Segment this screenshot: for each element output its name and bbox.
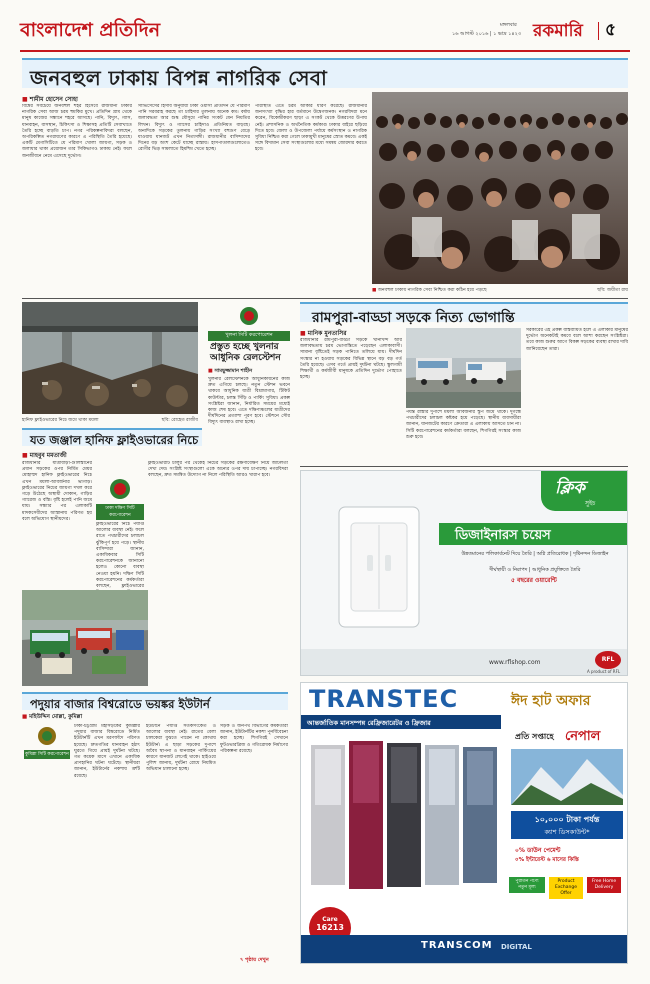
poddar-continued: ৭ পৃষ্ঠায় দেখুন — [240, 957, 269, 963]
rampura-byline-name: মানিক মুনতাসির — [307, 330, 347, 337]
poddar-column-1b — [22, 816, 140, 962]
transcom-footer-sub: DIGITAL — [501, 943, 532, 951]
masthead-day: মঙ্গলবার — [500, 22, 517, 28]
masthead-rule — [20, 50, 630, 52]
switch-render — [329, 503, 429, 633]
hanif-byline-name: মাহবুব মমতাজী — [29, 452, 67, 459]
rampura-column-1: রাজধানীর রামপুরা-বাড্ডা সড়কে খানাখন্দ আর জলাবদ্ধতায় চরম ভোগান্তিতে পড়েছেন এলাকাবাসী। সামান্য বৃষ্টিতেই সড়ক পানিতে তলিয়ে যায়। দীর্ঘদিন সংস্কার না হওয়ায় সড়কের বিভিন্ন স্থানে বড় বড় গর্ত তৈরি হয়েছে। এসব গর্তে প্রায়ই দুর্ঘটনা ঘটছে। স্কুলগামী শিক্ষার্থী ও কর্মজীবী মানুষকে প্রতিদিন দুর্ভোগ পোহাতে হচ্ছে। — [300, 338, 402, 381]
poddar-headline: পদুয়ার বাজার বিশ্বরোডে ভয়ঙ্কর ইউটার্ন — [30, 697, 210, 711]
comilla-emblem-icon — [35, 726, 59, 746]
old-for-new-badge: পুরাতন পণ্যে নতুন মূল্য — [509, 877, 545, 893]
click-tagline: সুইচ — [585, 500, 596, 507]
transcom-footer-brand: TRANSCOM — [421, 940, 493, 951]
click-brand: ক্লিক — [555, 478, 586, 498]
comilla-logo — [24, 726, 70, 764]
poddar-column-1: ঢাকা-চট্টগ্রাম মহাসড়কের কুমিল্লার পদুয়ার বাজার বিশ্বরোডে নির্মিত ইউটার্নটি এখন মরণফাঁদে পরিণত হয়েছে। দ্রুতগতির যানবাহন হঠাৎ ঘুরতে গিয়ে প্রায়ই দুর্ঘটনা ঘটছে। গত কয়েক মাসে এখানে একাধিক প্রাণহানির ঘটনা ঘটেছে। স্থানীয়রা জানান, ইউটার্নের নকশায় ত্রুটি রয়েছে। — [74, 724, 140, 779]
lead-crowd-photo — [372, 92, 628, 284]
cashback-amount: ১০,০০০ টাকা পর্যন্ত — [534, 815, 600, 824]
lead-headline-bar — [22, 58, 628, 88]
section-title: রকমারি — [533, 21, 583, 41]
hanif-photo-credit: ছবি: রোহেত রাজীব — [161, 418, 198, 423]
lead-headline: জনবহুল ঢাকায় বিপন্ন নাগরিক সেবা — [30, 66, 328, 90]
transtec-subtitle-bar — [301, 715, 501, 729]
hanif-column-3b — [148, 545, 288, 686]
lead-photo-credit: ছবি: জয়ীতা রায় — [597, 288, 628, 293]
khulna-byline: ■ সামছুজ্জামান শাহীন — [208, 368, 253, 374]
hanif-headline-bar — [22, 428, 202, 446]
poddar-byline-name: মহিউদ্দিন মোল্লা, কুমিল্লা — [29, 714, 83, 720]
masthead — [0, 0, 650, 52]
transtec-subtitle: আন্তর্জাতিক মানসম্পন্ন রেফ্রিজারেটর ও ফ্রিজার — [307, 719, 431, 727]
rfl-logo — [595, 651, 621, 669]
khulna-logo-label: খুলনা সিটি করপোরেশন — [208, 331, 290, 341]
click-footer — [301, 649, 628, 676]
dscc-logo — [96, 478, 144, 518]
emi-line-2: ০% ইন্টারেস্ট ৬ মাসের কিস্তি — [515, 857, 579, 863]
poddar-headline-bar — [22, 692, 288, 710]
click-title: ডিজাইনারস চয়েস — [455, 528, 551, 543]
hanif-photo-caption-text: হানিফ ফ্লাইওভারের নিচে জমে থাকা ময়লা — [22, 418, 99, 423]
click-switch-ad[interactable] — [300, 470, 628, 676]
click-line-2: দীর্ঘস্থায়ী ও নিরাপদ | আধুনিক প্রযুক্তিতে তৈরি — [489, 567, 581, 573]
newspaper-name: বাংলাদেশ প্রতিদিন — [20, 19, 161, 41]
click-website[interactable]: www.rflshop.com — [489, 659, 541, 666]
nepal-label: নেপাল — [565, 729, 601, 744]
lead-photo-caption: ■ জনবহুল ঢাকায় নাগরিক সেবা নিশ্চিত করা কঠিন হয়ে পড়ছে ছবি: জয়ীতা রায় — [372, 288, 628, 293]
hanif-column-1: রাজধানীর যাত্রাবাড়ী-গুলিস্তানের প্রধান সড়কের ওপর নির্মিত মেয়র মোহাম্মদ হানিফ ফ্লাইওভারের নিচে এখন ময়লা-আবর্জনার ভাগাড়। ফ্লাইওভারের নিচের জায়গা দখল করে গড়ে উঠেছে অস্থায়ী দোকান, গাড়ির গ্যারেজ ও বস্তি। বৃষ্টি হলেই পানি জমে যায়। সন্ধ্যার পর এলাকাটি মাদকসেবীদের আস্তানায় পরিণত হয় বলে অভিযোগ স্থানীয়দের। — [22, 461, 92, 522]
section-divider — [598, 22, 599, 40]
khulna-emblem-icon — [237, 306, 261, 326]
cashback-label: ক্যাশ ডিসকাউন্ট* — [544, 828, 590, 836]
eid-offer-panel — [505, 687, 625, 925]
poddar-column-2: ইউটার্নে পর্যাপ্ত সতর্কসংকেত ও আলোর ব্যবস্থা নেই। রাতের বেলা চালকেরা বুঝতে পারেন না কোথায় ইউটার্ন। এ ছাড়া সড়কের দুপাশে অবৈধ স্থাপনা ও যানবাহন পার্কিংয়ের কারণে যানজট লেগেই থাকে। হাইওয়ে পুলিশ জানায়, দুর্ঘটনা রোধে নিয়মিত অভিযান চালানো হচ্ছে। — [146, 724, 216, 773]
lead-photo-caption-text: জনবহুল ঢাকায় নাগরিক সেবা নিশ্চিত করা কঠিন হয়ে পড়ছে — [377, 288, 487, 293]
lead-column-2: সার্ভিসেসের হিসাব অনুযায়ী ঢাকা ওয়াসা প্রতিদিন যে পরিমাণ পানি সরবরাহ করছে তা চাহিদার তুলনায় অনেক কম। বর্ষায় জলাবদ্ধতা আর শুষ্ক মৌসুমে পানির সংকট যেন নিয়তির লিখন। বিদ্যুৎ ও গ্যাসের চাহিদাও প্রতিনিয়ত বাড়ছে। অন্যদিকে সড়কের তুলনায় গাড়ির সংখ্যা বহুগুণ বেড়ে যাওয়ায় যানজট এখন নিত্যসঙ্গী। রাজধানীর বাসিন্দাদের দিনের বড় অংশ কেটে যাচ্ছে রাস্তায়। হাসপাতালগুলোতেও রোগীর ভিড় সামলাতে হিমশিম খেতে হচ্ছে। — [138, 104, 250, 153]
fridge-display — [307, 735, 501, 915]
rampura-headline-bar — [300, 302, 628, 326]
lead-bottom-rule — [22, 298, 628, 299]
traffic-jam-illustration — [22, 590, 148, 686]
khulna-logo — [208, 306, 290, 340]
rfl-logo-text: RFL — [601, 656, 615, 663]
transcom-digital-footer — [301, 935, 628, 964]
mountain-landscape-icon — [511, 749, 623, 805]
lead-column-3: পরিস্থিতি এতে চরম আকার ধারণ করেছে। রাজধানীর জনসংখ্যা বৃদ্ধির হার বর্তমানে উদ্বেগজনক। নগরবিদরা মনে করেন, বিকেন্দ্রীকরণ ছাড়া এ সংকট থেকে উত্তরণের উপায় নেই। প্রশাসনিক ও অর্থনৈতিক কর্মকাণ্ড ঢাকার বাইরে ছড়িয়ে দিতে হবে। জেলা ও উপজেলা পর্যায়ে কর্মসংস্থান ও নাগরিক সুবিধা নিশ্চিত করা গেলে ঢাকামুখী মানুষের স্রোত কমবে। একই সঙ্গে বিদ্যমান সেবা সংস্থাগুলোর মধ্যে সমন্বয় জোরদার করতে হবে। — [255, 104, 367, 153]
transtec-brand: TRANSTEC — [309, 685, 459, 713]
byline-bullet: ■ — [22, 96, 30, 103]
emi-line-1: ০% ডাউন পেমেন্ট — [515, 847, 561, 854]
lead-column-1: বিশ্বের সবচেয়ে জনবহুল শহর হিসেবে রাজধানী ঢাকার নাগরিক সেবা আজ চরম হুমকির মুখে। প্রতিদিন গ্রাম থেকে মানুষ কাজের সন্ধানে শহরে আসছে। পানি, বিদ্যুৎ, গ্যাস, যানবাহন, বাসস্থান, চিকিৎসা ও শিক্ষাসহ প্রতিটি সেবাখাতে তৈরি হচ্ছে বাড়তি চাপ। নগর পরিকল্পনাবিদরা বলছেন, অপরিকল্পিত নগরায়ণের কারণে এ পরিস্থিতি তৈরি হয়েছে। একটি মেগাসিটিতে যে পরিমাণ খোলা জায়গা, সড়ক ও জলাধার থাকা প্রয়োজন তার সিকিভাগও ঢাকায় নেই। ফলে জনজীবনে নেমে এসেছে দুর্ভোগ। — [22, 104, 132, 159]
cashback-bar — [511, 811, 623, 839]
rampura-byline: ■ মানিক মুনতাসির — [300, 330, 347, 337]
dscc-logo-label: ঢাকা দক্ষিণ সিটি করপোরেশন — [96, 504, 144, 520]
hanif-flyover-photo — [22, 302, 198, 414]
rampura-bottom-rule — [300, 466, 628, 467]
flyover-garbage-illustration — [22, 302, 198, 414]
rampura-headline: রামপুরা-বাড্ডা সড়কে নিত্য ভোগান্তি — [312, 310, 515, 326]
khulna-text: খুলনার রেলস্টেশনকে আধুনিকায়নের কাজ দ্রুত এগিয়ে চলছে। নতুন স্টেশন ভবনে থাকবে আধুনিক যাত্রী বিশ্রামাগার, টিকিট কাউন্টার, চলন্ত সিঁড়ি ও পার্কিং সুবিধা। প্রকল্প সংশ্লিষ্টরা জানান, নির্ধারিত সময়ের মধ্যেই কাজ শেষ হবে। এতে দক্ষিণাঞ্চলের যাত্রীদের দীর্ঘদিনের প্রত্যাশা পূরণ হবে। স্টেশনে সৌর বিদ্যুৎ ব্যবস্থাও রাখা হচ্ছে। — [208, 377, 290, 426]
switch-plate-icon — [329, 503, 429, 633]
refrigerator-icons — [307, 735, 501, 915]
masthead-date: ১৬ আগস্ট ২০১৬ | ১ ভাদ্র ১৪২৩ — [452, 31, 522, 37]
hanif-byline: ■ মাহবুব মমতাজী — [22, 452, 67, 459]
transtec-ad[interactable] — [300, 682, 628, 964]
khulna-byline-name: সামছুজ্জামান শাহীন — [214, 368, 253, 374]
exchange-badge: Product Exchange Offer — [549, 877, 583, 899]
rampura-column-3: সরকারের এই প্রকল্প বাস্তবায়িত হলে এ এলাকার মানুষের দুর্ভোগ অনেকটাই কমবে বলে আশা করছেন সংশ্লিষ্টরা। তবে কাজ শুরুর আগে বিকল্প সড়কের ব্যবস্থা রাখার দাবি জানিয়েছেন তারা। — [526, 328, 628, 352]
rampura-column-2: পর্যন্ত রাস্তার দুপাশে ময়লা আবর্জনার স্তূপ জমে থাকে। দুর্গন্ধে পথচারীদের চলাচল কষ্টকর হয়ে পড়েছে। স্থানীয় ব্যবসায়ীরা জানান, যানজটের কারণে ক্রেতারা এ এলাকায় আসতে চান না। সিটি করপোরেশনের কর্মকর্তারা বলছেন, শিগগিরই সংস্কার কাজ শুরু হবে। — [406, 410, 521, 440]
hanif-column-3: ফ্লাইওভারটি চালুর পর থেকেই নিচের সড়কের রক্ষণাবেক্ষণ নিয়ে জটিলতা দেখা দেয়। সংশ্লিষ্ট সংস্থাগুলো একে অন্যের ওপর দায় চাপাচ্ছে। নগরবিদরা বলছেন, দ্রুত সমন্বিত উদ্যোগ না নিলে পরিস্থিতি আরও খারাপ হবে। — [148, 461, 288, 479]
poddar-byline: ■ মহিউদ্দিন মোল্লা, কুমিল্লা — [22, 714, 83, 720]
eid-hat-title: ঈদ হাট অফার — [511, 693, 591, 709]
comilla-logo-label: কুমিল্লা সিটি করপোরেশন — [25, 752, 69, 757]
lead-byline-name: শামীম হোসেন সোহা — [29, 96, 78, 103]
click-maker: A product of RFL — [587, 669, 621, 674]
poddar-column-3: সড়ক ও জনপথ বিভাগের কর্মকর্তারা জানান, ইউটার্নটির নকশা পুনর্বিবেচনা করা হচ্ছে। শিগগিরই সেখানে ফুটওভারব্রিজ ও গতিরোধক নির্মাণের পরিকল্পনা রয়েছে। — [220, 724, 288, 754]
care-hotline: 16213 — [316, 923, 344, 932]
click-line-1: উন্নতমানের পলিকার্বনেট দিয়ে তৈরি | অগ্নি প্রতিরোধক | দৃষ্টিনন্দন ডিজাইন — [461, 551, 609, 557]
lead-column-3b — [22, 225, 132, 291]
hanif-headline: যত জঞ্জাল হানিফ ফ্লাইওভারের নিচে — [30, 433, 199, 447]
click-warranty: ৫ বছরের ওয়ারেন্টি — [511, 577, 557, 584]
click-brand-block — [541, 471, 628, 511]
care-label: Care — [322, 916, 338, 923]
weekly-label: প্রতি সপ্তাহে — [515, 732, 554, 741]
delivery-badge: Free Home Delivery — [587, 877, 621, 893]
rampura-road-photo — [406, 328, 521, 408]
poddar-traffic-photo — [22, 590, 148, 686]
nepal-photo — [511, 749, 623, 805]
click-title-bar — [439, 523, 628, 545]
hanif-photo-caption — [22, 416, 198, 424]
crowd-illustration — [372, 92, 628, 284]
road-traffic-illustration — [406, 328, 521, 408]
khulna-headline: প্রস্তুত হচ্ছে খুলনার আধুনিক রেলস্টেশন — [210, 342, 281, 363]
hanif-column-2: ফ্লাইওভারের নিচে পর্যাপ্ত আলোর ব্যবস্থা নেই। ফলে রাতে পথচারীদের চলাচল ঝুঁকিপূর্ণ হয়ে পড়ে। স্থানীয় বাসিন্দারা জানান, একাধিকবার সিটি করপোরেশনকে জানানো হলেও কোনো ব্যবস্থা নেওয়া হয়নি। দক্ষিণ সিটি করপোরেশনের কর্মকর্তারা বলছেন, ফ্লাইওভারের — [96, 522, 144, 590]
dscc-emblem-icon — [107, 478, 133, 500]
page-number: ৫ — [605, 20, 617, 40]
